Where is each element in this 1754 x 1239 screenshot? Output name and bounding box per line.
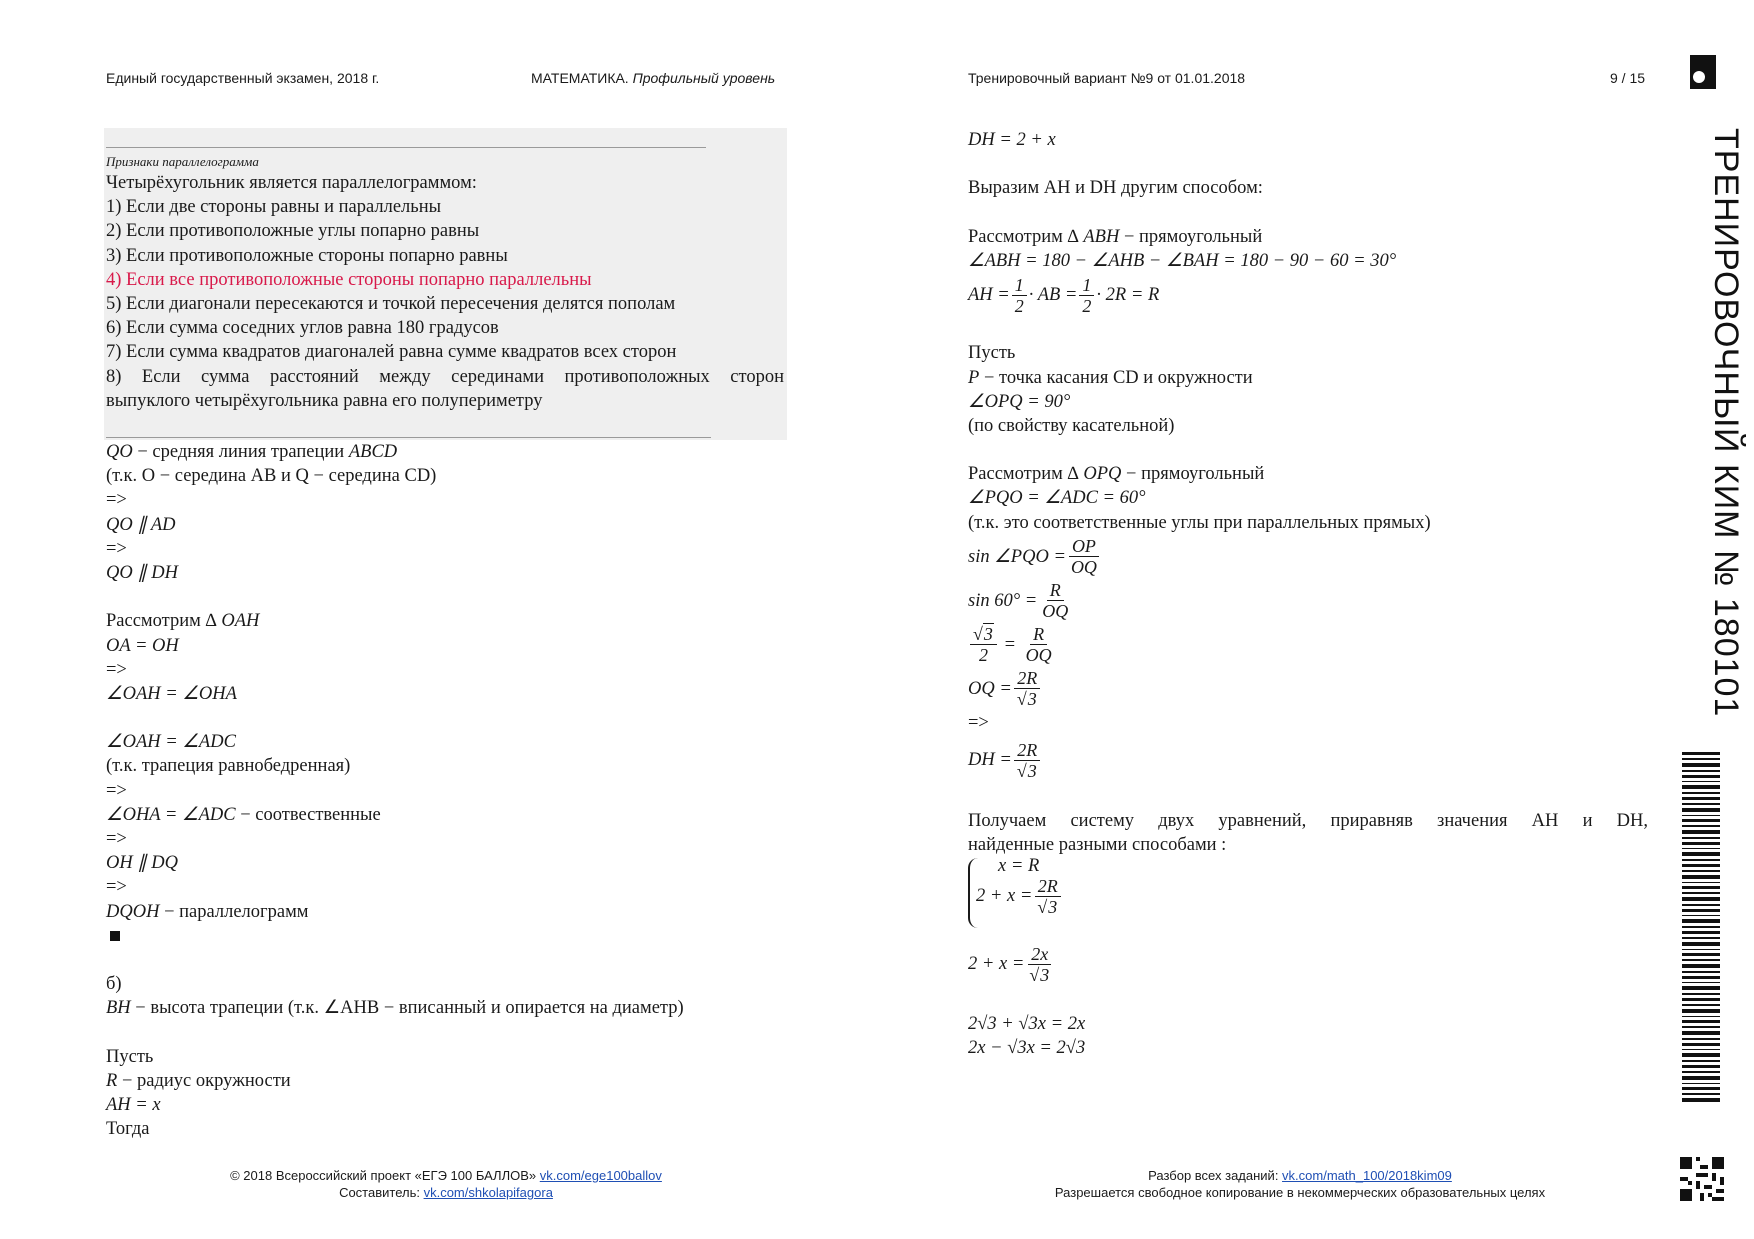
math-text: AH =: [968, 285, 1010, 306]
numerator: 1: [1012, 275, 1027, 296]
proof-line: (т.к. трапеция равнобедренная): [106, 756, 351, 777]
criteria-heading: Признаки параллелограмма: [106, 154, 259, 169]
equation-system: [968, 855, 1648, 926]
implies-arrow: =>: [968, 712, 989, 733]
math-text: DQOH: [106, 901, 160, 922]
radicand: 3: [1048, 896, 1058, 917]
proof-text: − радиус окружности: [117, 1070, 291, 1091]
radicand: 3: [1027, 689, 1037, 710]
proof-line: [106, 900, 786, 924]
solution-line: ∠ABH = 180 − ∠AHB − ∠BAH = 180 − 90 − 60 = 30°: [968, 250, 1397, 271]
box-bottom-rule: [106, 437, 711, 438]
solution-line: [968, 462, 1648, 486]
math-text: OPQ: [1083, 464, 1122, 485]
header-subject-level: Профильный уровень: [632, 70, 776, 86]
math-text: 2 + x =: [968, 954, 1025, 975]
solution-line: ∠PQO = ∠ADC = 60°: [968, 488, 1146, 509]
footer-text: Разбор всех заданий:: [1148, 1168, 1283, 1183]
criteria-item: 5) Если диагонали пересекаются и точкой пересечения делятся пополам: [106, 293, 676, 314]
denominator: √3: [1029, 965, 1050, 986]
sqrt3-equation: $\frac{√3}{2}$ = $\frac{R}{OQ}$: [968, 623, 1648, 667]
system-intro-line2: найденные разными способами :: [968, 835, 1227, 856]
solution-line: ∠OPQ = 90°: [968, 391, 1071, 412]
denominator: 2: [1082, 295, 1092, 316]
denominator: OQ: [1070, 557, 1097, 578]
oq-equation: [968, 667, 1648, 711]
footer-copyright: [196, 1167, 696, 1184]
math-text: 2 + x =: [976, 885, 1033, 906]
solution-line: 2√3 + √3x = 2x: [968, 1013, 1086, 1034]
implies-arrow: =>: [106, 659, 127, 680]
right-column: [968, 128, 1648, 1060]
math-text: QO: [106, 442, 133, 462]
criteria-item-8-line2: выпуклого четырёхугольника равна его полупериметру: [106, 390, 543, 411]
criteria-item: 2) Если противоположные углы попарно равны: [106, 221, 480, 242]
math-text: OAH: [221, 611, 260, 632]
numerator: 2x: [1028, 944, 1051, 965]
math-text: sin 60° =: [968, 590, 1038, 611]
qr-code-icon: [1680, 1157, 1724, 1201]
criteria-item-highlighted: 4) Если все противоположные стороны попарно параллельны: [106, 269, 592, 290]
proof-text: Рассмотрим ∆: [106, 611, 222, 632]
solution-text: − прямоугольный: [1119, 226, 1263, 247]
fraction: [970, 624, 997, 665]
radicand: 3: [1040, 965, 1050, 986]
fraction: [1012, 275, 1027, 316]
proof-line: OA = OH: [106, 635, 179, 656]
denominator: 2: [978, 645, 988, 666]
math-text: sin ∠PQO =: [968, 546, 1066, 567]
sin-equation: [968, 535, 1648, 579]
numerator: 2R: [1035, 876, 1061, 897]
vertical-kim-title: ТРЕНИРОВОЧНЫЙ КИМ № 180101: [1707, 128, 1745, 718]
fraction: [1014, 740, 1041, 781]
fraction: [1026, 944, 1053, 985]
qed-square-icon: [110, 931, 120, 941]
system-eq-2: [976, 876, 1063, 917]
proof-line: OH ∥ DQ: [106, 853, 178, 874]
solution-line: DH = 2 + x: [968, 130, 1056, 150]
proof-line: ∠OAH = ∠ADC: [106, 732, 236, 753]
numerator: √3: [970, 624, 997, 645]
criteria-item: 3) Если противоположные стороны попарно равны: [106, 245, 508, 266]
footer-license: Разрешается свободное копирование в некоммерческих образовательных целях: [1054, 1185, 1546, 1200]
solution-line: (т.к. это соответственные углы при параллельных прямых): [968, 512, 1431, 533]
header-subject-name: МАТЕМАТИКА.: [531, 70, 629, 86]
implies-arrow: =>: [106, 490, 127, 511]
part-b-label: б): [106, 974, 122, 995]
footer-author: [196, 1184, 696, 1201]
fraction: [1068, 536, 1100, 577]
denominator: √3: [1037, 896, 1058, 917]
math-text: ∠OHA = ∠ADC: [106, 804, 236, 825]
analysis-link[interactable]: vk.com/math_100/2018kim09: [1282, 1168, 1452, 1183]
math-text: OQ =: [968, 678, 1012, 699]
solution-line: 2x − √3x = 2√3: [968, 1037, 1086, 1058]
implies-arrow: =>: [106, 538, 127, 559]
footer-text: © 2018 Всероссийский проект «ЕГЭ 100 БАЛЛОВ»: [230, 1168, 540, 1183]
proof-line: ∠OAH = ∠OHA: [106, 683, 237, 704]
solution-text: Рассмотрим ∆: [968, 464, 1084, 485]
dh-equation: [968, 735, 1648, 785]
proof-text: − соотвественные: [235, 804, 381, 825]
proof-line: [106, 440, 786, 464]
radicand: 3: [983, 624, 993, 645]
box-top-rule: [106, 147, 706, 148]
fraction: [1023, 624, 1055, 665]
logo-icon: [1690, 55, 1716, 89]
header-subject: [531, 70, 775, 86]
denominator: 2: [1014, 295, 1024, 316]
numerator: 1: [1079, 275, 1094, 296]
math-text: · AB =: [1028, 285, 1078, 306]
math-text: BH: [106, 998, 131, 1019]
fraction: [1014, 668, 1041, 709]
criteria-item: 7) Если сумма квадратов диагоналей равна сумме квадратов всех сторон: [106, 342, 677, 363]
solution-text: Рассмотрим ∆: [968, 226, 1084, 247]
proof-line: [106, 996, 786, 1020]
sin60-equation: [968, 579, 1648, 623]
proof-text: − высота трапеции (т.к. ∠AHB − вписанный и опирается на диаметр): [130, 998, 684, 1019]
header-exam: Единый государственный экзамен, 2018 г.: [106, 70, 380, 86]
implies-arrow: =>: [106, 877, 127, 898]
system-eq-1: x = R: [998, 855, 1040, 876]
fraction: [1039, 580, 1071, 621]
numerator: OP: [1069, 536, 1099, 557]
ah-equation: [968, 273, 1648, 317]
fraction: [1079, 275, 1094, 316]
barcode-icon: [1682, 752, 1720, 1102]
numerator: 2R: [1014, 740, 1040, 761]
denominator: OQ: [1025, 645, 1052, 666]
left-column: [106, 440, 786, 1141]
solution-text: − прямоугольный: [1121, 464, 1265, 485]
math-text: DH =: [968, 749, 1012, 770]
footer-right: [990, 1167, 1610, 1201]
math-text: · 2R = R: [1096, 285, 1160, 306]
solution-line: [968, 366, 1648, 390]
header-page-number: 9 / 15: [1610, 70, 1646, 86]
proof-line: [106, 803, 786, 827]
system-intro-line1: Получаем систему двух уравнений, приравняв значения AH и DH,: [968, 811, 1648, 832]
proof-line: (т.к. O − середина AB и Q − середина CD): [106, 466, 437, 487]
solution-line: (по свойству касательной): [968, 415, 1175, 436]
qed-mark: [106, 924, 786, 948]
proof-line: Тогда: [106, 1119, 150, 1140]
implies-arrow: =>: [106, 829, 127, 849]
numerator: R: [1047, 580, 1064, 601]
header-variant: Тренировочный вариант №9 от 01.01.2018: [968, 70, 1246, 86]
solution-line: Пусть: [968, 343, 1016, 364]
numerator: 2R: [1014, 668, 1040, 689]
math-text: R: [106, 1070, 118, 1091]
ege100-link[interactable]: vk.com/ege100ballov: [539, 1168, 662, 1183]
footer-text: Составитель:: [339, 1185, 424, 1200]
implies-arrow: =>: [106, 780, 127, 801]
radicand: 3: [1027, 760, 1037, 781]
criteria-item: 1) Если две стороны равны и параллельны: [106, 197, 442, 218]
math-text: ABH: [1083, 226, 1120, 247]
proof-line: [106, 609, 786, 633]
criteria-item: 6) Если сумма соседних углов равна 180 градусов: [106, 318, 499, 339]
proof-line: AH = x: [106, 1095, 161, 1116]
criteria-item-8-line1: 8) Если сумма расстояний между серединами противоположных сторон: [106, 366, 784, 387]
proof-line: Пусть: [106, 1046, 154, 1067]
author-link[interactable]: vk.com/shkolapifagora: [423, 1185, 553, 1200]
fraction: [1034, 876, 1061, 917]
proof-text: − параллелограмм: [159, 901, 309, 922]
footer-analysis: [990, 1167, 1610, 1184]
proof-line: QO ∥ AD: [106, 514, 176, 535]
numerator: R: [1030, 624, 1047, 645]
proof-line: QO ∥ DH: [106, 562, 178, 583]
x-equation: [968, 940, 1648, 990]
math-text: ABCD: [348, 442, 398, 462]
math-text: P: [968, 367, 980, 388]
solution-text: − точка касания CD и окружности: [979, 367, 1253, 388]
denominator: √3: [1016, 760, 1037, 781]
criteria-intro: Четырёхугольник является параллелограммом:: [106, 173, 477, 193]
criteria-content: [106, 153, 784, 413]
solution-line: Выразим AH и DH другим способом:: [968, 178, 1263, 199]
denominator: OQ: [1042, 601, 1069, 622]
solution-line: [968, 225, 1648, 249]
footer-left: [196, 1167, 696, 1201]
denominator: √3: [1016, 689, 1037, 710]
proof-line: [106, 1069, 786, 1093]
proof-text: − средняя линия трапеции: [132, 442, 349, 462]
